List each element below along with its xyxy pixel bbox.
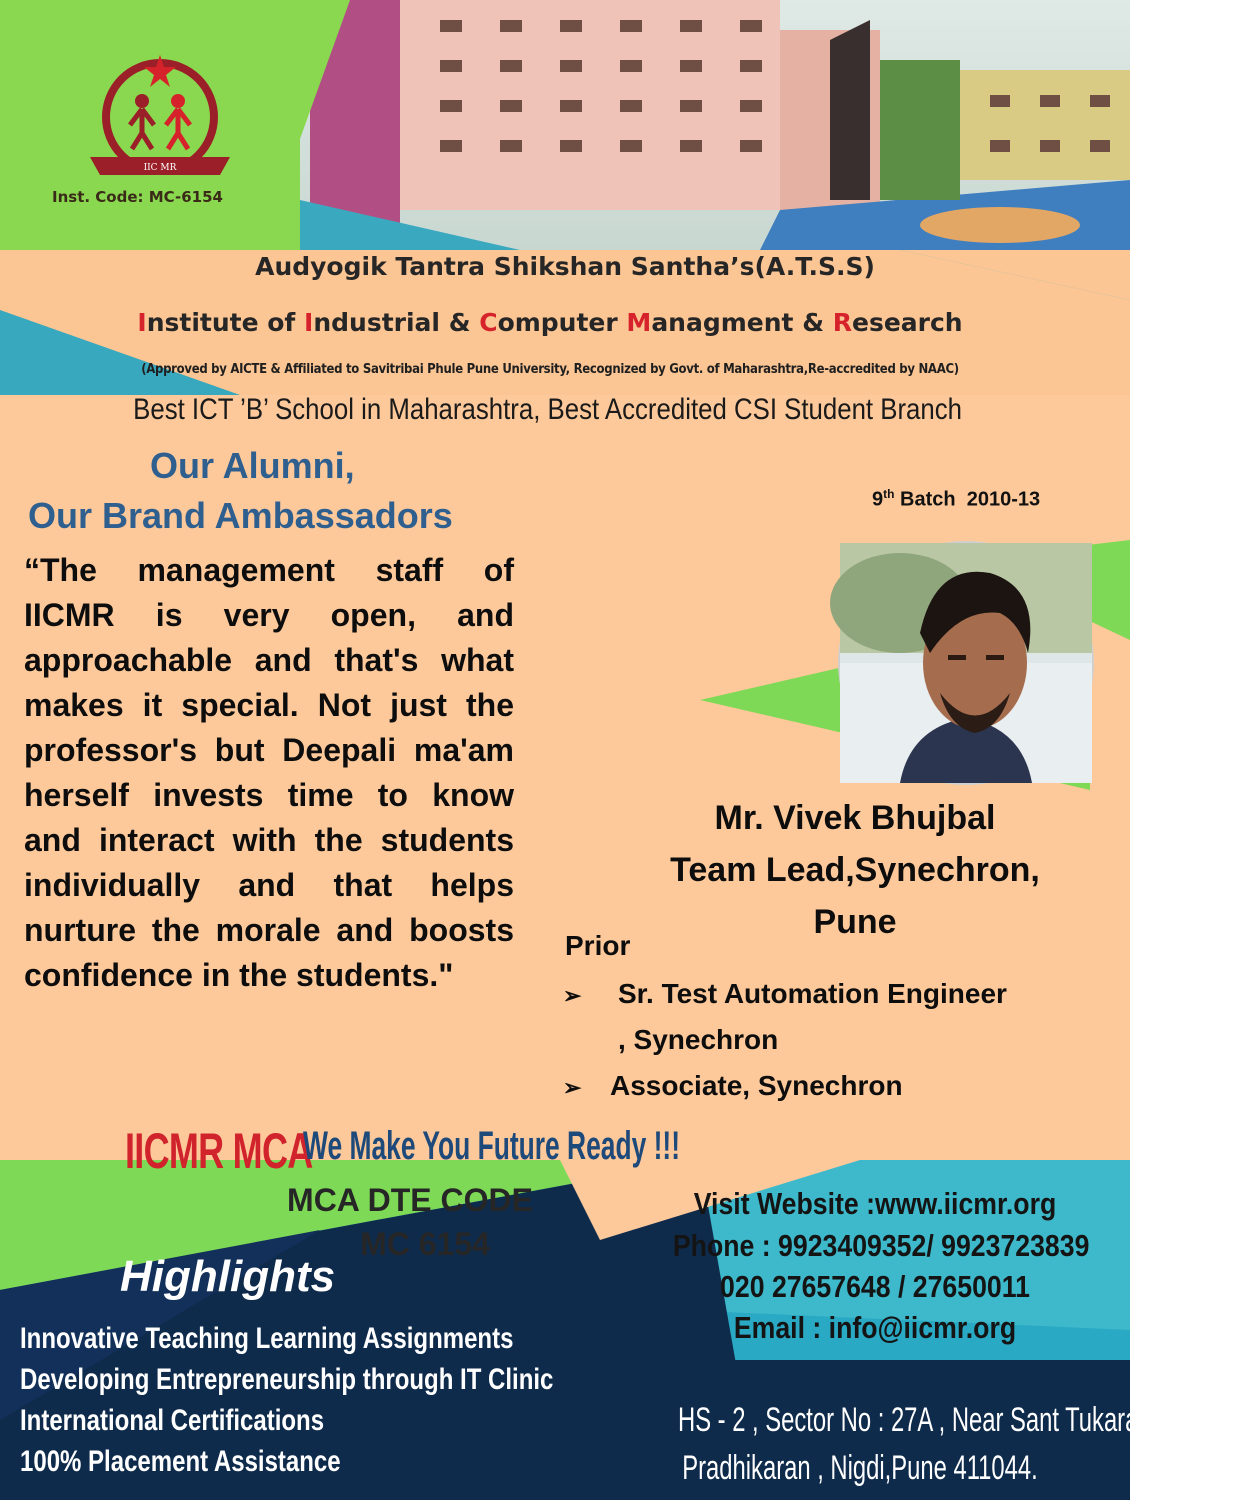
institute-initial: I	[137, 308, 147, 337]
address-line: HS - 2 , Sector No : 27A , Near Sant Tukaram Garden	[678, 1401, 1244, 1439]
institute-initial: C	[479, 308, 498, 337]
arrow-bullet-icon: ➢	[563, 1075, 582, 1100]
batch-text: Batch	[900, 488, 956, 511]
institute-word: nstitute of	[146, 308, 305, 337]
society-name: Audyogik Tantra Shikshan Santha’s(A.T.S.S)	[255, 252, 875, 281]
dte-code-label: MCA DTE CODE	[287, 1182, 533, 1218]
batch-suffix: th	[883, 487, 895, 501]
institute-word: anagment &	[651, 308, 833, 337]
highlight-item: 100% Placement Assistance	[20, 1445, 341, 1478]
portrait-image	[840, 543, 1092, 783]
prior-role-item	[563, 1070, 581, 1102]
alumni-heading-line1: Our Alumni,	[150, 445, 355, 486]
tagline: We Make You Future Ready !!!	[303, 1124, 681, 1168]
arrow-bullet-icon: ➢	[563, 983, 582, 1008]
institute-code: Inst. Code: MC-6154	[52, 188, 223, 206]
prior-role-text: , Synechron	[618, 1024, 779, 1055]
batch-years: 2010-13	[966, 488, 1041, 511]
institute-initial: R	[832, 308, 852, 337]
dte-code-value: MC 6154	[360, 1226, 490, 1262]
institute-word: esearch	[851, 308, 963, 337]
highlights-title: Highlights	[120, 1252, 336, 1301]
approval-note: (Approved by AICTE & Affiliated to Savitribai Phule Pune University, Recognized by Govt. of Maharashtra,Re-accredited by NAAC)	[141, 362, 959, 377]
mca-brand-text: IICMR MCA	[125, 1123, 313, 1179]
highlight-item: Innovative Teaching Learning Assignments	[20, 1322, 514, 1355]
prior-role-text: Sr. Test Automation Engineer	[618, 978, 1007, 1009]
institute-initial: M	[626, 308, 652, 337]
landline-numbers: 020 27657648 / 27650011	[720, 1269, 1030, 1304]
alumni-heading-line2: Our Brand Ambassadors	[28, 495, 453, 536]
alumnus-name: Mr. Vivek Bhujbal	[714, 799, 996, 837]
alumnus-photo	[838, 541, 1094, 785]
testimonial-quote: “The management staff of IICMR is very open, and approachable and that's what makes it special. Not just the professor's but Deepali ma'am herself invests time to know and interact with the students individually and that helps nurture the morale and boosts confidence in the students."	[24, 552, 514, 993]
phone-numbers: Phone : 9923409352/ 9923723839	[672, 1228, 1090, 1263]
website-link[interactable]: Visit Website :www.iicmr.org	[693, 1186, 1057, 1221]
logo-banner-text: IIC MR	[143, 163, 177, 173]
best-school-line: Best ICT ’B’ School in Maharashtra, Best Accredited CSI Student Branch	[133, 393, 963, 426]
email-link[interactable]: Email : info@iicmr.org	[733, 1310, 1017, 1345]
institute-word: omputer	[497, 308, 627, 337]
batch-label	[872, 487, 1040, 512]
institute-initial: I	[304, 308, 314, 337]
prior-role-item	[563, 978, 581, 1010]
institute-word: ndustrial &	[313, 308, 480, 337]
batch-number: 9	[872, 488, 884, 511]
institute-name	[0, 308, 1100, 337]
highlight-item: International Certifications	[20, 1404, 325, 1437]
alumnus-role: Team Lead,Synechron,	[670, 851, 1040, 889]
address-line: Pradhikaran , Nigdi,Pune 411044.	[682, 1449, 1038, 1487]
alumnus-city: Pune	[813, 903, 897, 941]
prior-label: Prior	[565, 930, 631, 961]
alumnus-details	[600, 792, 1110, 948]
logo-emblem	[70, 45, 250, 185]
prior-role-text: Associate, Synechron	[610, 1070, 903, 1101]
campus-photo	[300, 0, 1130, 250]
highlight-item: Developing Entrepreneurship through IT Clinic	[20, 1363, 554, 1396]
